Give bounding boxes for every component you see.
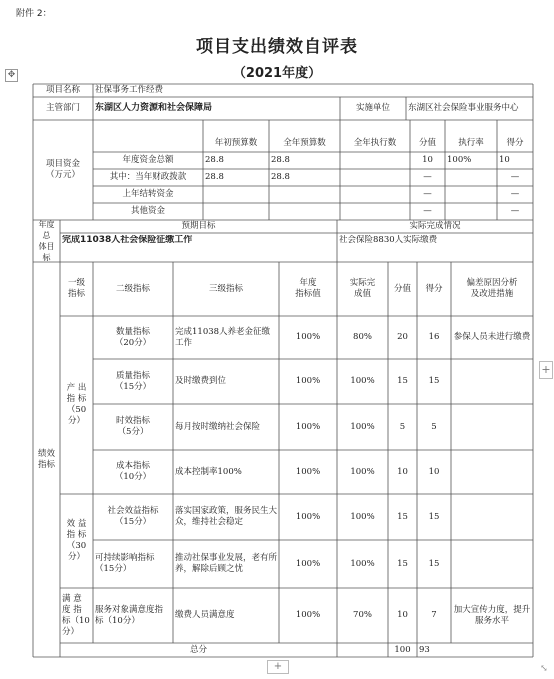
indicator-header-level2: 二级指标 bbox=[115, 283, 150, 294]
indicator-score: 15 bbox=[428, 558, 440, 569]
indicator-target: 100% bbox=[295, 421, 321, 432]
dept-label: 主管部门 bbox=[45, 103, 80, 113]
indicator-header-value: 分值 bbox=[393, 283, 411, 294]
goal-expected-header: 预期目标 bbox=[181, 221, 216, 231]
fund-row-executed bbox=[340, 203, 410, 220]
funds-col-score-value: 分值 bbox=[418, 138, 436, 148]
indicator-level3: 推动社保事业发展，老有所养，解除后顾之忧 bbox=[175, 553, 278, 574]
indicator-actual: 80% bbox=[353, 332, 372, 342]
fund-row-executed bbox=[340, 152, 410, 169]
indicator-header-actual: 实际完 成值 bbox=[349, 278, 376, 299]
fund-row-score: — bbox=[510, 189, 520, 199]
fund-row-annual bbox=[269, 186, 340, 203]
fund-row-label: 其中：当年财政拨款 bbox=[109, 172, 187, 182]
indicator-value: 15 bbox=[397, 511, 408, 522]
funds-col-score: 得分 bbox=[506, 138, 524, 148]
fund-row-label: 其他资金 bbox=[130, 206, 165, 216]
indicator-header-note: 偏差原因分析 及改进措施 bbox=[466, 278, 518, 299]
table-move-handle-icon[interactable]: ✥ bbox=[5, 69, 18, 82]
fund-row-initial bbox=[203, 186, 269, 203]
indicator-level3: 落实国家政策，服务民生大众，维持社会稳定 bbox=[175, 506, 278, 527]
indicator-level3: 每月按时缴纳社会保险 bbox=[175, 421, 261, 432]
indicator-value: 10 bbox=[397, 610, 408, 620]
indicator-header-score: 得分 bbox=[425, 283, 443, 294]
indicator-note bbox=[451, 494, 533, 540]
funds-label: 项目资金 （万元） bbox=[45, 159, 80, 180]
indicator-level3: 完成11038人养老金征缴工作 bbox=[175, 326, 271, 348]
total-score: 93 bbox=[419, 644, 430, 655]
goal-expected-value: 完成11038人社会保险征缴工作 bbox=[62, 235, 193, 245]
fund-row-score-value: — bbox=[423, 206, 432, 216]
indicator-note bbox=[451, 450, 533, 494]
indicator-level3: 缴费人员满意度 bbox=[175, 610, 235, 620]
indicator-group-label: 产 出 指 标 （50 分） bbox=[66, 383, 87, 426]
fund-row-label: 年度资金总额 bbox=[122, 155, 174, 165]
indicator-group-label: 满 意 度 指 标（10 分） bbox=[62, 593, 90, 637]
indicator-note bbox=[451, 404, 533, 450]
unit-value: 东湖区社会保险事业服务中心 bbox=[408, 103, 519, 113]
indicator-actual: 100% bbox=[350, 511, 375, 522]
indicator-score: 7 bbox=[431, 610, 437, 620]
indicator-score: 10 bbox=[428, 466, 440, 477]
page-subtitle: （2021年度） bbox=[232, 66, 322, 81]
funds-col-annual: 全年预算数 bbox=[283, 138, 326, 148]
fund-row-initial bbox=[203, 203, 269, 220]
goal-actual-value: 社会保险8830人实际缴费 bbox=[339, 235, 438, 245]
indicator-target: 100% bbox=[295, 466, 321, 477]
indicator-target: 100% bbox=[295, 332, 321, 342]
add-column-button[interactable]: + bbox=[539, 361, 553, 379]
fund-row-score-value: — bbox=[423, 189, 432, 199]
indicator-header-level3: 三级指标 bbox=[208, 283, 243, 294]
fund-row-initial: 28.8 bbox=[205, 172, 224, 182]
fund-row-rate bbox=[445, 203, 497, 220]
fund-row-rate bbox=[445, 186, 497, 203]
fund-row-initial: 28.8 bbox=[205, 155, 224, 165]
indicator-target: 100% bbox=[295, 558, 321, 569]
indicator-level2: 成本指标 （10分） bbox=[114, 461, 152, 482]
indicator-note bbox=[451, 540, 533, 588]
funds-col-executed: 全年执行数 bbox=[353, 138, 397, 148]
project-name-label: 项目名称 bbox=[45, 85, 80, 95]
indicator-level2: 时效指标 （5分） bbox=[115, 416, 150, 437]
goal-label: 年度总 体目标 bbox=[38, 220, 55, 262]
indicator-level2: 服务对象满意度指标（10分） bbox=[95, 604, 164, 626]
indicator-value: 20 bbox=[397, 332, 408, 342]
funds-col-rate: 执行率 bbox=[458, 138, 484, 148]
indicator-actual: 100% bbox=[350, 376, 375, 386]
indicator-level2: 可持续影响指标（15分） bbox=[95, 553, 155, 574]
goal-actual-header: 实际完成情况 bbox=[409, 221, 461, 231]
indicator-target: 100% bbox=[295, 511, 321, 522]
indicator-level2: 质量指标 （15分） bbox=[114, 370, 152, 392]
indicator-value: 5 bbox=[399, 421, 406, 432]
indicator-score: 5 bbox=[431, 421, 437, 432]
indicator-level3: 成本控制率100% bbox=[175, 466, 242, 477]
fund-row-rate: 100% bbox=[447, 155, 472, 165]
fund-row-label: 上年结转资金 bbox=[122, 189, 174, 199]
indicator-note bbox=[451, 359, 533, 404]
table-resize-handle-icon[interactable]: ⤡ bbox=[540, 664, 548, 674]
fund-row-score: 10 bbox=[499, 155, 510, 165]
indicator-actual: 100% bbox=[350, 466, 375, 477]
fund-row-score: — bbox=[510, 172, 520, 182]
total-label: 总分 bbox=[189, 644, 207, 655]
indicator-target: 100% bbox=[295, 610, 321, 620]
indicator-target: 100% bbox=[295, 376, 321, 386]
fund-row-score-value: 10 bbox=[422, 155, 433, 165]
indicator-value: 10 bbox=[397, 466, 408, 477]
indicator-note: 加大宣传力度，提升服务水平 bbox=[453, 604, 531, 626]
indicator-value: 15 bbox=[397, 376, 408, 386]
unit-label: 实施单位 bbox=[355, 103, 390, 113]
indicator-header-target: 年度 指标值 bbox=[295, 278, 321, 299]
indicator-actual: 100% bbox=[350, 421, 375, 432]
fund-row-rate bbox=[445, 169, 497, 186]
fund-row-executed bbox=[340, 169, 410, 186]
indicator-actual: 100% bbox=[350, 558, 375, 569]
indicators-section-label: 绩效 指标 bbox=[37, 448, 55, 470]
attachment-label: 附件 2： bbox=[16, 9, 52, 19]
total-value: 100 bbox=[394, 644, 411, 655]
project-name-value: 社保事务工作经费 bbox=[95, 85, 164, 95]
indicator-level3: 及时缴费到位 bbox=[175, 376, 227, 386]
indicator-score: 15 bbox=[428, 511, 440, 522]
indicator-actual: 70% bbox=[353, 610, 372, 620]
fund-row-annual: 28.8 bbox=[271, 155, 290, 165]
fund-row-annual bbox=[269, 203, 340, 220]
dept-value: 东湖区人力资源和社会保障局 bbox=[95, 103, 213, 113]
indicator-value: 15 bbox=[397, 558, 408, 569]
indicator-score: 15 bbox=[428, 376, 440, 386]
indicator-score: 16 bbox=[428, 332, 440, 342]
fund-row-executed bbox=[340, 186, 410, 203]
fund-row-annual: 28.8 bbox=[271, 172, 290, 182]
add-row-button[interactable]: + bbox=[267, 660, 289, 674]
indicator-note: 参保人员未进行缴费 bbox=[453, 332, 531, 342]
fund-row-score: — bbox=[510, 206, 520, 216]
indicator-header-level1: 一级 指标 bbox=[67, 278, 85, 299]
fund-row-score-value: — bbox=[423, 172, 432, 182]
funds-col-initial: 年初预算数 bbox=[214, 138, 258, 148]
indicator-level2: 数量指标 （20分） bbox=[114, 326, 152, 348]
indicator-group-label: 效 益 指 标 （30 分） bbox=[66, 519, 87, 562]
indicator-level2: 社会效益指标 （15分） bbox=[107, 506, 159, 527]
page-title: 项目支出绩效自评表 bbox=[196, 37, 358, 57]
